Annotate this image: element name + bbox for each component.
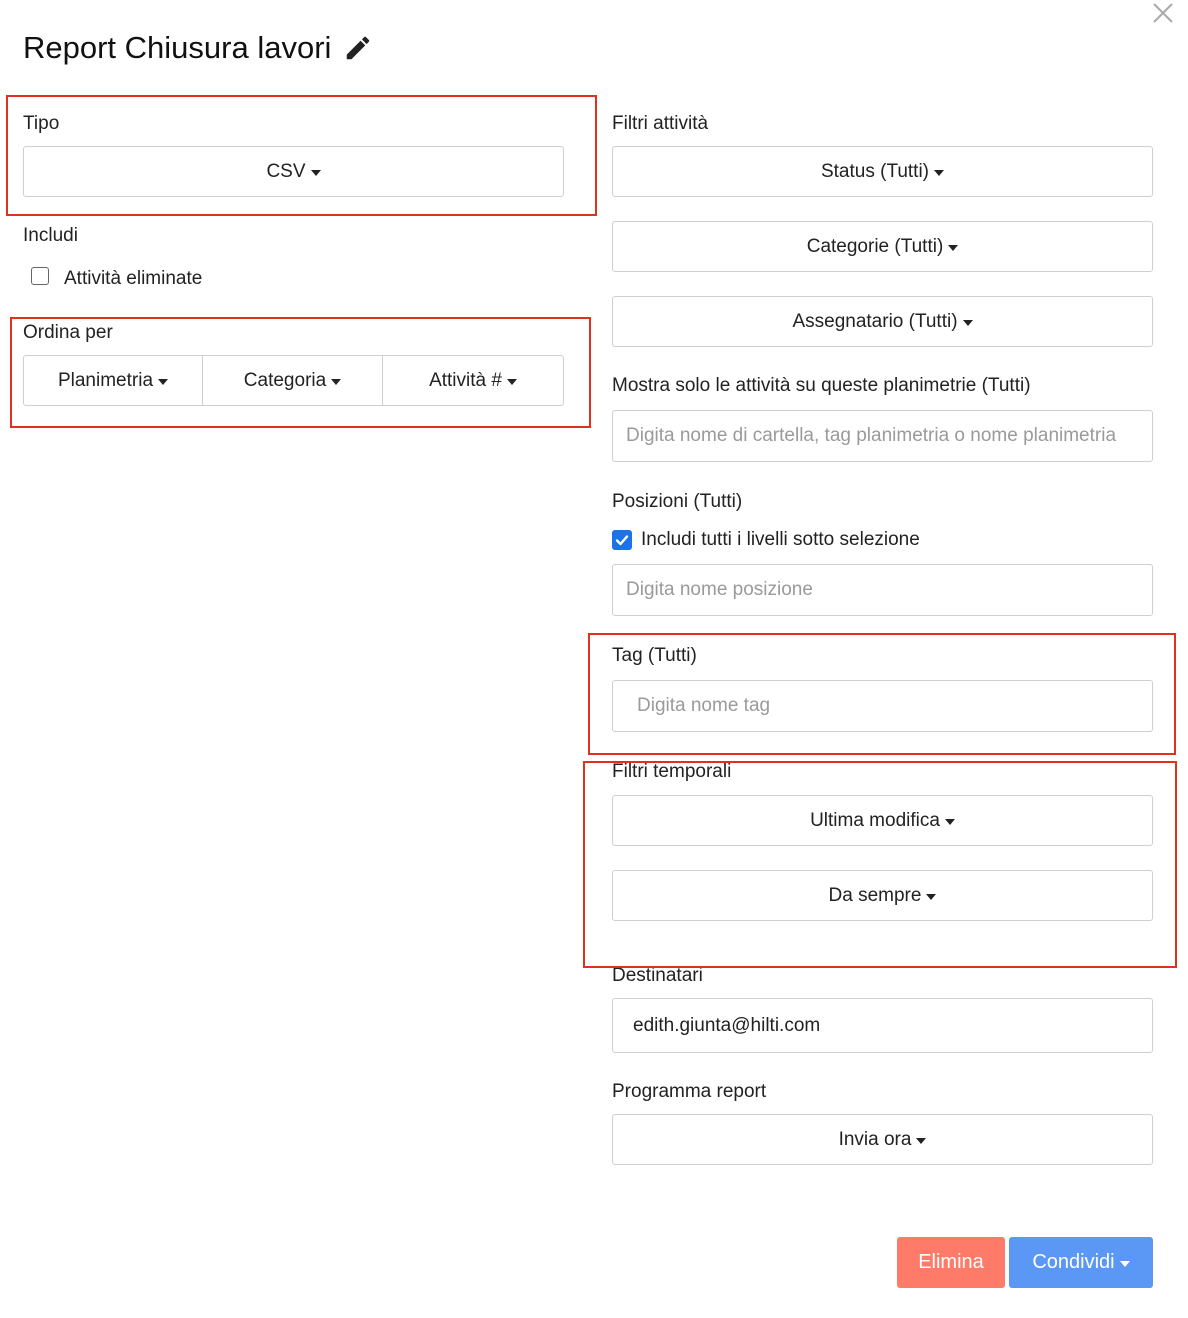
caret-down-icon bbox=[311, 170, 321, 176]
elimina-label: Elimina bbox=[918, 1251, 984, 1273]
planimetrie-input[interactable] bbox=[612, 410, 1153, 462]
caret-down-icon bbox=[926, 894, 936, 900]
ultima-modifica-dropdown[interactable] bbox=[612, 795, 1153, 846]
categorie-dropdown[interactable] bbox=[612, 221, 1153, 272]
check-icon bbox=[615, 533, 629, 547]
status-value: Status (Tutti) bbox=[820, 160, 930, 182]
condividi-button[interactable] bbox=[1009, 1237, 1153, 1288]
close-icon[interactable] bbox=[1150, 0, 1176, 26]
ordina-planimetria-label: Planimetria bbox=[57, 369, 154, 391]
highlight-box-filtri-temporali bbox=[583, 761, 1177, 968]
destinatari-input[interactable] bbox=[612, 998, 1153, 1053]
ordina-attivita-label: Attività # bbox=[429, 369, 502, 391]
dialog-title-text: Report Chiusura lavori bbox=[23, 30, 332, 65]
destinatari-label: Destinatari bbox=[612, 965, 703, 986]
attivita-eliminate-checkbox[interactable] bbox=[31, 267, 49, 285]
ordina-categoria-dropdown[interactable] bbox=[202, 355, 383, 406]
includi-livelli-label: Includi tutti i livelli sotto selezione bbox=[641, 529, 920, 550]
pencil-icon[interactable] bbox=[343, 33, 373, 63]
tipo-label: Tipo bbox=[23, 113, 60, 134]
caret-down-icon bbox=[158, 379, 168, 385]
filtri-temporali-label: Filtri temporali bbox=[612, 761, 732, 782]
programma-label: Programma report bbox=[612, 1081, 767, 1102]
dialog-title bbox=[23, 30, 373, 66]
caret-down-icon bbox=[963, 320, 973, 326]
caret-down-icon bbox=[507, 379, 517, 385]
caret-down-icon bbox=[934, 170, 944, 176]
categorie-value: Categorie (Tutti) bbox=[806, 235, 944, 257]
ordina-planimetria-dropdown[interactable] bbox=[23, 355, 203, 406]
planimetrie-label: Mostra solo le attività su queste planimetrie (Tutti) bbox=[612, 375, 1031, 396]
assegnatario-dropdown[interactable] bbox=[612, 296, 1153, 347]
tag-input[interactable] bbox=[612, 680, 1153, 732]
posizioni-label: Posizioni (Tutti) bbox=[612, 491, 743, 512]
caret-down-icon bbox=[1120, 1261, 1130, 1267]
includi-livelli-checkbox[interactable] bbox=[612, 530, 632, 550]
assegnatario-value: Assegnatario (Tutti) bbox=[792, 310, 958, 332]
includi-label: Includi bbox=[23, 225, 78, 246]
invia-value: Invia ora bbox=[838, 1128, 912, 1150]
da-sempre-value: Da sempre bbox=[828, 884, 922, 906]
da-sempre-dropdown[interactable] bbox=[612, 870, 1153, 921]
ultima-modifica-value: Ultima modifica bbox=[810, 809, 940, 831]
ordina-label: Ordina per bbox=[23, 322, 113, 343]
tipo-value: CSV bbox=[266, 160, 306, 182]
caret-down-icon bbox=[945, 819, 955, 825]
condividi-label: Condividi bbox=[1032, 1251, 1115, 1273]
ordina-button-group bbox=[23, 355, 564, 406]
invia-dropdown[interactable] bbox=[612, 1114, 1153, 1165]
attivita-eliminate-label: Attività eliminate bbox=[64, 268, 203, 289]
caret-down-icon bbox=[331, 379, 341, 385]
caret-down-icon bbox=[948, 245, 958, 251]
caret-down-icon bbox=[916, 1138, 926, 1144]
ordina-attivita-dropdown[interactable] bbox=[382, 355, 564, 406]
tipo-dropdown[interactable] bbox=[23, 146, 564, 197]
tag-label: Tag (Tutti) bbox=[612, 645, 697, 666]
ordina-categoria-label: Categoria bbox=[243, 369, 327, 391]
elimina-button[interactable] bbox=[897, 1237, 1005, 1288]
filtri-attivita-label: Filtri attività bbox=[612, 113, 709, 134]
status-dropdown[interactable] bbox=[612, 146, 1153, 197]
posizione-input[interactable] bbox=[612, 564, 1153, 616]
